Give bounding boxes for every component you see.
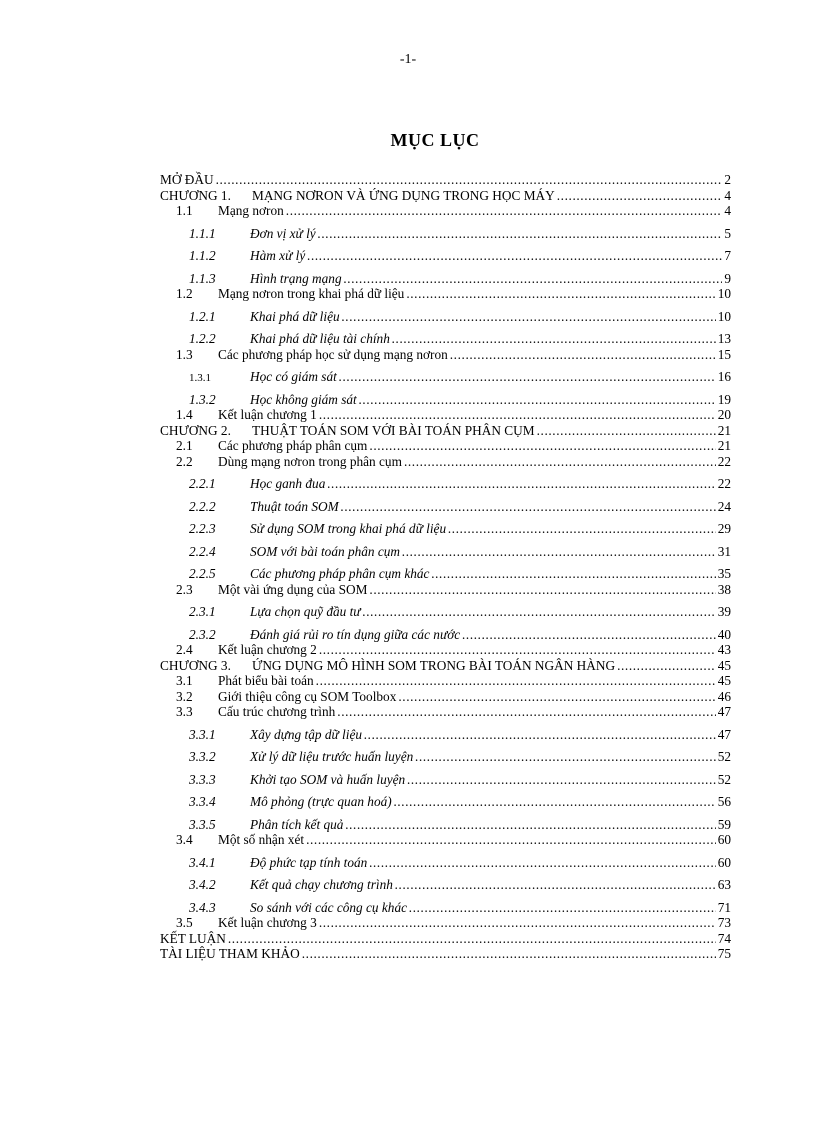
toc-entry-label: Hình trạng mạng <box>250 270 342 286</box>
toc-entry[interactable] <box>160 241 731 264</box>
toc-entry-number: CHƯƠNG 1. <box>160 187 231 203</box>
toc-leader-dots <box>319 915 716 931</box>
toc-entry-label: Mô phỏng (trực quan hoá) <box>250 794 392 809</box>
toc-leader-dots <box>369 582 715 598</box>
toc-entry-number: 1.3 <box>176 346 193 362</box>
toc-entry-number: 3.4.2 <box>189 877 216 892</box>
toc-entry-label: Mạng nơron <box>218 203 284 218</box>
toc-entry-page: 2 <box>724 172 731 187</box>
toc-entry-number: 2.3 <box>176 581 193 597</box>
toc-entry-number: 2.2.4 <box>189 543 216 559</box>
toc-leader-dots <box>306 832 716 848</box>
toc-leader-dots <box>216 172 723 188</box>
toc-entry-number: 2.1 <box>176 438 193 453</box>
toc-entry[interactable] <box>160 848 731 871</box>
toc-entry[interactable] <box>160 423 731 439</box>
toc-entry[interactable] <box>160 870 731 893</box>
toc-entry-label: SOM với bài toán phân cụm <box>250 543 401 559</box>
toc-entry-label: Thuật toán SOM <box>250 498 339 514</box>
toc-entry[interactable] <box>160 742 731 765</box>
toc-entry-number: 1.1 <box>176 203 193 218</box>
toc-entry[interactable] <box>160 810 731 833</box>
toc-leader-dots <box>286 203 723 219</box>
toc-entry-label: Hàm xử lý <box>250 248 306 263</box>
toc-entry-label: Học không giám sát <box>250 391 357 407</box>
toc-entry-number: 2.2.1 <box>189 476 216 491</box>
toc-entry-number: 3.3.4 <box>189 794 216 809</box>
toc-entry-label: Xử lý dữ liệu trước huấn luyện <box>250 749 414 764</box>
toc-entry[interactable] <box>160 658 731 674</box>
toc-entry-label: Đơn vị xử lý <box>250 225 316 241</box>
toc-entry-label: KẾT LUẬN <box>160 930 226 946</box>
toc-entry-label: Các phương pháp phân cụm <box>218 438 368 453</box>
toc-entry-page: 22 <box>717 453 731 469</box>
toc-leader-dots <box>302 946 716 962</box>
toc-entry[interactable] <box>160 514 731 537</box>
table-of-contents <box>160 172 731 962</box>
toc-entry-label: Phát biểu bài toán <box>218 673 314 688</box>
toc-entry-number: 1.1.3 <box>189 270 216 286</box>
toc-entry-label: Giới thiệu công cụ SOM Toolbox <box>218 688 397 704</box>
toc-entry[interactable] <box>160 915 731 931</box>
toc-leader-dots <box>450 347 716 363</box>
toc-entry[interactable] <box>160 787 731 810</box>
toc-entry-page: 22 <box>717 476 731 491</box>
toc-entry-number: 3.4 <box>176 832 193 847</box>
toc-entry[interactable] <box>160 832 731 848</box>
toc-entry[interactable] <box>160 302 731 325</box>
toc-entry-number: 3.4.3 <box>189 899 216 915</box>
toc-entry[interactable] <box>160 893 731 916</box>
toc-entry-page: 5 <box>724 225 731 241</box>
toc-leader-dots <box>337 704 715 720</box>
toc-entry-label: MẠNG NƠRON VÀ ỨNG DỤNG TRONG HỌC MÁY <box>252 187 555 203</box>
toc-entry-label: Xây dựng tập dữ liệu <box>250 726 362 742</box>
toc-entry[interactable] <box>160 469 731 492</box>
toc-entry-page: 4 <box>724 203 731 218</box>
toc-entry-page: 31 <box>717 543 731 559</box>
toc-entry[interactable] <box>160 219 731 242</box>
toc-entry-number: 1.1.1 <box>189 225 216 241</box>
toc-entry-page: 45 <box>717 673 731 688</box>
page-number: -1- <box>399 52 417 67</box>
toc-entry-label: Độ phức tạp tính toán <box>250 854 368 870</box>
toc-entry-number: 2.4 <box>176 642 193 657</box>
toc-entry-page: 35 <box>717 566 731 581</box>
toc-entry-page: 4 <box>724 187 731 203</box>
toc-leader-dots <box>557 188 723 204</box>
toc-entry-number: 1.4 <box>176 407 193 422</box>
toc-entry[interactable] <box>160 492 731 515</box>
toc-entry-number: 1.3.2 <box>189 391 216 407</box>
toc-entry[interactable] <box>160 438 731 454</box>
toc-entry[interactable] <box>160 347 731 363</box>
toc-entry[interactable] <box>160 720 731 743</box>
toc-entry-page: 39 <box>717 604 731 619</box>
toc-entry-number: 1.1.2 <box>189 248 216 263</box>
toc-entry-page: 43 <box>717 642 731 657</box>
toc-entry-page: 9 <box>724 270 731 286</box>
toc-entry-label: Dùng mạng nơron trong phân cụm <box>218 453 402 469</box>
toc-entry[interactable] <box>160 324 731 347</box>
toc-entry-page: 63 <box>717 877 731 892</box>
toc-entry-page: 24 <box>717 498 731 514</box>
toc-entry-label: Khai phá dữ liệu <box>250 308 340 324</box>
toc-entry-number: CHƯƠNG 2. <box>160 422 231 438</box>
toc-entry-number: 2.3.2 <box>189 626 216 642</box>
toc-entry[interactable] <box>160 537 731 560</box>
toc-leader-dots <box>228 931 716 947</box>
toc-entry-page: 10 <box>717 286 731 301</box>
toc-entry-page: 15 <box>717 346 731 362</box>
toc-entry-page: 60 <box>717 832 731 847</box>
toc-entry[interactable] <box>160 385 731 408</box>
toc-entry-page: 46 <box>717 688 731 704</box>
toc-entry-label: Các phương pháp học sử dụng mạng nơron <box>218 346 448 362</box>
toc-entry[interactable] <box>160 597 731 620</box>
toc-entry[interactable] <box>160 931 731 947</box>
toc-entry-label: MỞ ĐẦU <box>160 172 214 187</box>
toc-entry[interactable] <box>160 454 731 470</box>
toc-entry-page: 21 <box>717 438 731 453</box>
toc-entry-number: 3.3 <box>176 704 193 719</box>
toc-entry-number: 3.3.3 <box>189 771 216 787</box>
toc-entry[interactable] <box>160 620 731 643</box>
toc-entry-label: ỨNG DỤNG MÔ HÌNH SOM TRONG BÀI TOÁN NGÂN HÀNG <box>252 657 616 673</box>
toc-entry-number: 1.2 <box>176 286 193 301</box>
toc-entry-label: Các phương pháp phân cụm khác <box>250 566 430 581</box>
toc-leader-dots <box>319 642 716 658</box>
toc-entry-page: 40 <box>717 626 731 642</box>
toc-entry-page: 47 <box>717 726 731 742</box>
toc-entry-label: Cấu trúc chương trình <box>218 704 336 719</box>
toc-entry[interactable] <box>160 689 731 705</box>
toc-entry-page: 52 <box>717 771 731 787</box>
toc-entry-page: 71 <box>717 899 731 915</box>
toc-leader-dots <box>537 423 716 439</box>
toc-entry[interactable] <box>160 642 731 658</box>
toc-entry-page: 16 <box>717 369 731 384</box>
toc-entry-page: 74 <box>717 930 731 946</box>
toc-entry[interactable] <box>160 172 731 188</box>
toc-entry-page: 73 <box>717 915 731 930</box>
toc-entry-number: CHƯƠNG 3. <box>160 657 231 673</box>
toc-entry-number: 3.2 <box>176 688 193 704</box>
toc-entry[interactable] <box>160 704 731 720</box>
toc-entry-number: 2.3.1 <box>189 604 216 619</box>
toc-entry-page: 60 <box>717 854 731 870</box>
toc-entry-number: 2.2.3 <box>189 521 216 536</box>
toc-entry-number: 1.2.2 <box>189 331 216 346</box>
toc-entry-label: Khởi tạo SOM và huấn luyện <box>250 771 406 787</box>
toc-entry-label: Học ganh đua <box>250 476 326 491</box>
toc-entry[interactable] <box>160 765 731 788</box>
toc-entry-label: Kết luận chương 3 <box>218 915 317 930</box>
toc-entry-page: 52 <box>717 749 731 764</box>
toc-entry-label: Một vài ứng dụng của SOM <box>218 581 368 597</box>
toc-entry-label: Sử dụng SOM trong khai phá dữ liệu <box>250 521 447 536</box>
toc-entry-page: 13 <box>717 331 731 346</box>
toc-entry-label: Học có giám sát <box>250 369 337 384</box>
toc-leader-dots <box>406 286 715 302</box>
toc-entry[interactable] <box>160 582 731 598</box>
toc-entry-label: Kết quả chạy chương trình <box>250 877 393 892</box>
toc-entry-page: 19 <box>717 391 731 407</box>
toc-entry[interactable] <box>160 559 731 582</box>
toc-leader-dots <box>617 658 716 674</box>
toc-leader-dots <box>398 689 715 705</box>
toc-entry-number: 2.2.5 <box>189 566 216 581</box>
toc-entry-number: 3.1 <box>176 673 193 688</box>
toc-entry-number: 3.5 <box>176 915 193 930</box>
toc-entry-page: 20 <box>717 407 731 422</box>
toc-entry-number: 1.3.1 <box>189 372 211 384</box>
toc-title: MỤC LỤC <box>390 130 480 150</box>
toc-entry-page: 56 <box>717 794 731 809</box>
toc-entry[interactable] <box>160 407 731 423</box>
toc-entry-number: 3.4.1 <box>189 854 216 870</box>
toc-leader-dots <box>369 438 715 454</box>
toc-leader-dots <box>404 454 716 470</box>
toc-entry-page: 59 <box>717 816 731 832</box>
toc-entry-label: TÀI LIỆU THAM KHẢO <box>160 946 300 961</box>
toc-entry-number: 2.2 <box>176 453 193 469</box>
toc-entry-page: 75 <box>717 946 731 961</box>
toc-entry[interactable] <box>160 673 731 689</box>
toc-entry[interactable] <box>160 286 731 302</box>
toc-entry-page: 45 <box>717 657 731 673</box>
toc-entry-number: 2.2.2 <box>189 498 216 514</box>
toc-entry-page: 38 <box>717 581 731 597</box>
toc-entry-label: Một số nhận xét <box>218 832 305 847</box>
toc-entry[interactable] <box>160 946 731 962</box>
toc-entry-label: Mạng nơron trong khai phá dữ liệu <box>218 286 405 301</box>
toc-entry-label: So sánh với các công cụ khác <box>250 899 408 915</box>
toc-entry-number: 3.3.2 <box>189 749 216 764</box>
toc-entry-page: 10 <box>717 308 731 324</box>
toc-entry[interactable] <box>160 264 731 287</box>
toc-entry-label: Đánh giá rủi ro tín dụng giữa các nước <box>250 626 461 642</box>
toc-entry-label: Lựa chọn quỹ đầu tư <box>250 604 361 619</box>
toc-entry-label: Kết luận chương 2 <box>218 642 317 657</box>
toc-entry[interactable] <box>160 362 731 385</box>
toc-entry-page: 47 <box>717 704 731 719</box>
toc-entry-label: THUẬT TOÁN SOM VỚI BÀI TOÁN PHÂN CỤM <box>252 422 535 438</box>
toc-entry-page: 21 <box>717 422 731 438</box>
toc-entry[interactable] <box>160 203 731 219</box>
toc-entry-page: 7 <box>724 248 731 263</box>
toc-entry-page: 29 <box>717 521 731 536</box>
toc-leader-dots <box>316 673 716 689</box>
toc-entry-label: Khai phá dữ liệu tài chính <box>250 331 390 346</box>
toc-leader-dots <box>319 407 716 423</box>
toc-entry-label: Kết luận chương 1 <box>218 407 317 422</box>
toc-entry-number: 1.2.1 <box>189 308 216 324</box>
toc-entry-number: 3.3.1 <box>189 726 216 742</box>
toc-entry-number: 3.3.5 <box>189 816 216 832</box>
toc-entry[interactable] <box>160 188 731 204</box>
toc-entry-label: Phân tích kết quả <box>250 816 344 832</box>
